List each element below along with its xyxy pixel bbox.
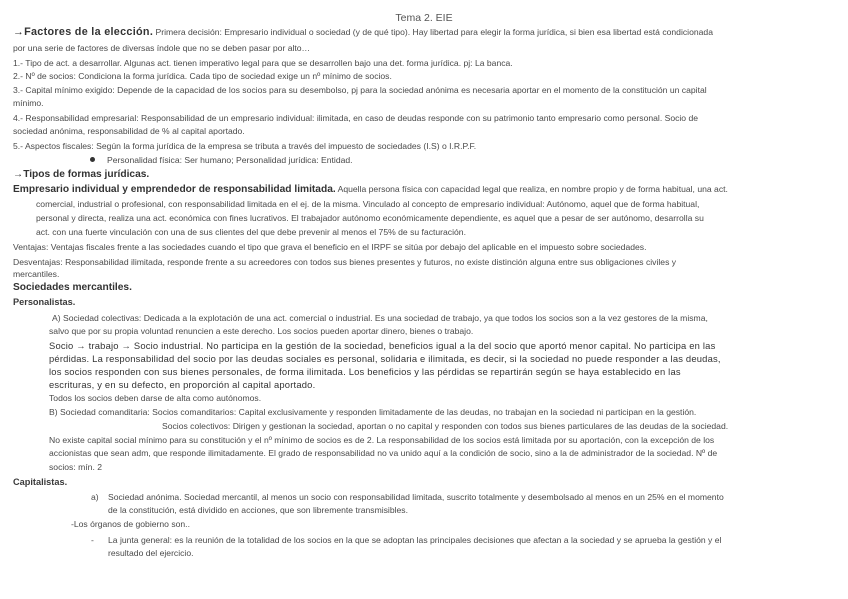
factores-paragraph: [13, 27, 713, 39]
desventajas-line1: Desventajas: Responsabilidad ilimitada, responde frente a su acreedores con todos sus bienes presentes y futuros, no existe distinción alguna entre sus obligaciones civiles y: [13, 257, 677, 267]
personalistas-heading: Personalistas.: [13, 297, 76, 307]
personalidad-bullet: [90, 155, 353, 167]
empresario-heading: Empresario individual y emprendedor de responsabilidad limitada.: [13, 184, 336, 195]
factor-item-4-line1: 4.- Responsabilidad empresarial: Responsabilidad de un empresario individual: ilimitada, en caso de deudas responde con su patrimonio tanto empresario como personal. Socio de: [13, 113, 699, 123]
factores-intro-line2: por una serie de factores de diversas índole que no se deben pasar por alto…: [13, 43, 311, 53]
junta-line1: La junta general: es la reunión de la totalidad de los socios en la que se adoptan las principales decisiones que afectan a la sociedad y se aprueba la gestión y el: [108, 535, 722, 545]
empresario-line1: Aquella persona física con capacidad legal que realiza, en nombre propio y de forma habitual, una act.: [335, 184, 728, 194]
factor-item-3-line2: mínimo.: [13, 98, 44, 108]
socio-line3: los socios responden con sus bienes personales, de forma ilimitada. Los beneficios y las pérdidas se repartirán según se haya establecido en las: [49, 366, 681, 377]
personalidad-text: Personalidad física: Ser humano; Personalidad jurídica: Entidad.: [107, 155, 353, 165]
junta-marker: -: [91, 535, 94, 545]
socio-line4: escrituras, y en su defecto, en proporción al capital aportado.: [49, 379, 316, 390]
factores-intro-line1: Primera decisión: Empresario individual o sociedad (y de qué tipo). Hay libertad para elegir la forma jurídica, si bien esa libertad está condicionada: [153, 27, 713, 37]
factor-item-5: 5.- Aspectos fiscales: Según la forma jurídica de la empresa se tributa a través del impuesto de sociedades (I.S) o I.R.P.F.: [13, 141, 477, 151]
page-title: Tema 2. EIE: [395, 12, 453, 24]
empresario-line2: comercial, industrial o profesional, con responsabilidad limitada en el ej. de la misma. Vinculado al concepto de empresario individual: Autónomo, aquel que de forma habitual,: [36, 199, 700, 209]
colectiva-line1: A) Sociedad colectivas: Dedicada a la explotación de una act. comercial o industrial. Es una sociedad de trabajo, ya que todos los socios son a la vez gestores de la misma,: [52, 313, 708, 323]
factor-item-3-line1: 3.- Capital mínimo exigido: Depende de la capacidad de los socios para su desembolso, pj para la sociedad anónima es necesaria aportar en el momento de la constitución un capital: [13, 85, 707, 95]
anonima-marker: a): [91, 492, 99, 502]
capitalistas-heading: Capitalistas.: [13, 477, 68, 487]
factor-item-4-line2: sociedad anónima, responsabilidad de % al capital aportado.: [13, 126, 245, 136]
capital-line1: No existe capital social mínimo para su constitución y el nº mínimo de socios es de 2. La responsabilidad de los socios está limitada por su aportación, con la excepción de los: [49, 435, 715, 445]
colectiva-line2: salvo que por su propia voluntad renuncien a este derecho. Los socios pueden aportar dinero, bienes o trabajo.: [49, 326, 474, 336]
empresario-line4: act. con una fuerte vinculación con una de sus clientes del que debe prevenir al menos el 75% de su facturación.: [36, 227, 466, 237]
socio-line1: Socio → trabajo → Socio industrial. No participa en la gestión de la sociedad, beneficios igual a la del socio que aportó menor capital. No participa en las: [49, 340, 716, 351]
junta-line2: resultado del ejercicio.: [108, 548, 194, 558]
empresario-paragraph: [13, 184, 728, 196]
empresario-line3: personal y directa, realiza una act. económica con fines lucrativos. El trabajador autónomo económicamente dependiente, es aquel que a pesar de ser autónomo, desarrolla su: [36, 213, 704, 223]
factor-item-1: 1.- Tipo de act. a desarrollar. Algunas act. tienen imperativo legal para que se desarrollen bajo una det. forma jurídica. pj: La banca.: [13, 58, 513, 68]
factores-heading: →Factores de la elección.: [13, 26, 154, 38]
anonima-line1: Sociedad anónima. Sociedad mercantil, al menos un socio con responsabilidad limitada, suscrito totalmente y desembolsado al menos en un 25% en el momento: [108, 492, 724, 502]
sociedades-heading: Sociedades mercantiles.: [13, 282, 132, 293]
bullet-icon: [90, 157, 95, 162]
tipos-heading: →Tipos de formas jurídicas.: [13, 169, 150, 180]
socio-line2: pérdidas. La responsabilidad del socio por las deudas sociales es personal, solidaria e ilimitada, es decir, si la sociedad no puede responder a las deudas,: [49, 353, 721, 364]
comanditaria-text: B) Sociedad comanditaria: Socios comanditarios: Capital exclusivamente y responden limitadamente de las deudas, no trabajan en la sociedad ni participan en la gestión.: [49, 407, 697, 417]
factor-item-2: 2.- Nº de socios: Condiciona la forma jurídica. Cada tipo de sociedad exige un nº mínimo de socios.: [13, 71, 392, 81]
anonima-line2: de la constitución, está dividido en acciones, que son libremente transmisibles.: [108, 505, 408, 515]
capital-line2: accionistas que sean adm, que responde ilimitadamente. El grado de responsabilidad no va unido aquí a la condición de socio, sino a la de administrador de la sociedad. Nº de: [49, 448, 718, 458]
alta-autonomos-text: Todos los socios deben darse de alta como autónomos.: [49, 393, 262, 403]
organos-text: -Los órganos de gobierno son..: [71, 519, 190, 529]
socios-colectivos-text: Socios colectivos: Dirigen y gestionan la sociedad, aportan o no capital y responden con todos sus bienes particulares de las deudas de la sociedad.: [162, 421, 729, 431]
capital-line3: socios: mín. 2: [49, 462, 103, 472]
ventajas-text: Ventajas: Ventajas fiscales frente a las sociedades cuando el tipo que grava el beneficio en el IRPF se sitúa por debajo del aplicable en el impuesto sobre sociedades.: [13, 242, 647, 252]
desventajas-line2: mercantiles.: [13, 269, 60, 279]
